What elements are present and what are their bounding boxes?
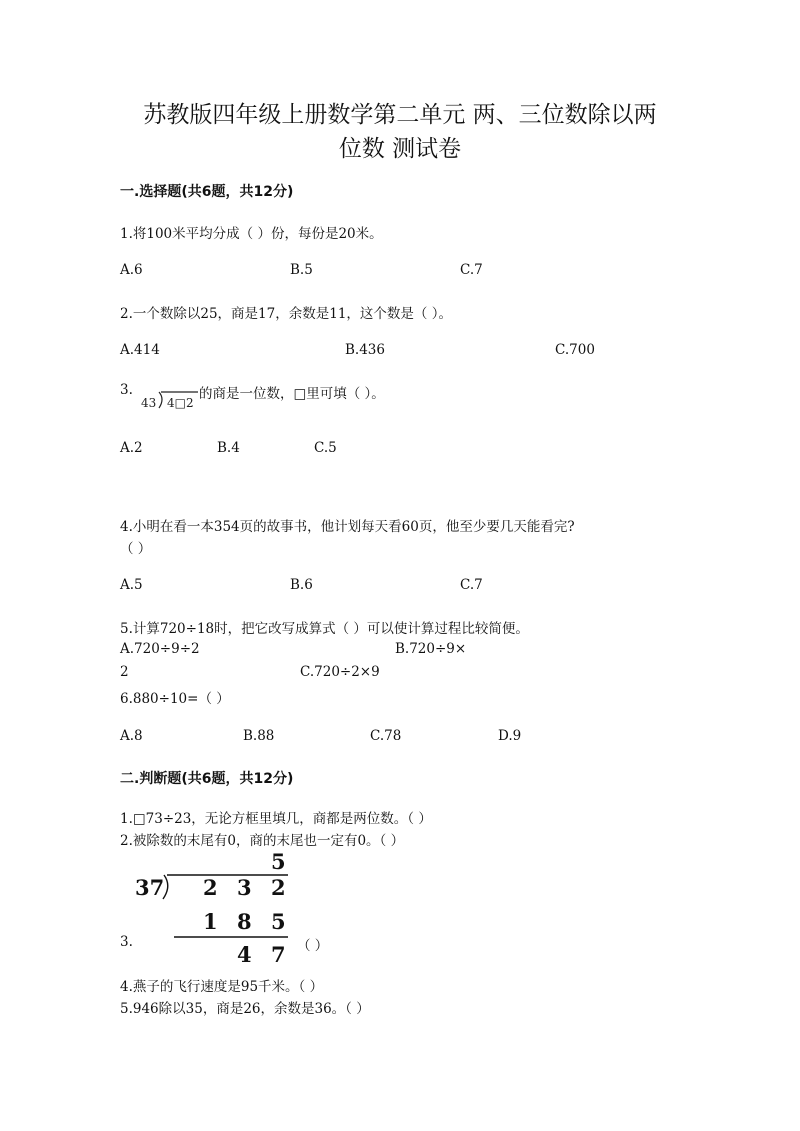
section2-heading: 二.判断题(共6题，共12分): [120, 771, 294, 787]
judge-q3-dividend-digit: 3: [237, 875, 252, 900]
judge-q3-product-digit: 8: [237, 909, 252, 934]
q3-long-division: [138, 386, 200, 414]
q5-option-a: A.720÷9÷2: [120, 641, 200, 657]
judge-q3-remainder-digit: 7: [271, 942, 286, 967]
judge-q3-divisor: 37: [135, 875, 165, 900]
q3-divisor: 43: [141, 396, 157, 410]
q3-option-a: A.2: [120, 440, 143, 456]
judge-q3-long-division: [130, 848, 300, 968]
q2-option-b: B.436: [345, 342, 385, 358]
q1-text: 1.将100米平均分成（ ）份，每份是20米。: [120, 226, 383, 242]
q3-dividend: 4□2: [167, 396, 194, 410]
title-line-2: 位数 测试卷: [338, 136, 462, 162]
q1-option-b: B.5: [290, 262, 313, 278]
q3-option-b: B.4: [217, 440, 240, 456]
judge-q3-number: 3.: [120, 934, 133, 950]
q5-option-b-continued: 2: [120, 664, 129, 680]
q1-option-c: C.7: [460, 262, 483, 278]
q5-text: 5.计算720÷18时，把它改写成算式（ ）可以使计算过程比较简便。: [120, 621, 529, 637]
judge-q3-blank: （ ）: [297, 938, 329, 954]
q1-option-a: A.6: [120, 262, 143, 278]
q2-option-a: A.414: [120, 342, 160, 358]
judge-q3-product-digit: 1: [203, 909, 218, 934]
judge-q1-text: 1.□73÷23，无论方框里填几，商都是两位数。（ ）: [120, 811, 432, 827]
q6-option-a: A.8: [120, 728, 143, 744]
judge-q5-text: 5.946除以35，商是26，余数是36。（ ）: [120, 1001, 370, 1017]
q3-option-c: C.5: [314, 440, 337, 456]
q2-option-c: C.700: [555, 342, 595, 358]
q6-text: 6.880÷10=（ ）: [120, 691, 230, 707]
q4-option-c: C.7: [460, 577, 483, 593]
q6-option-c: C.78: [370, 728, 402, 744]
judge-q3-product-digit: 5: [271, 909, 286, 934]
q5-option-c: C.720÷2×9: [300, 664, 380, 680]
q2-text: 2.一个数除以25，商是17，余数是11，这个数是（ ）。: [120, 306, 452, 322]
page-title: [100, 98, 700, 166]
q3-text: 的商是一位数，□里可填（ ）。: [199, 386, 385, 402]
judge-q3-dividend-digit: 2: [203, 875, 218, 900]
section1-heading: 一.选择题(共6题，共12分): [120, 184, 294, 200]
judge-q4-text: 4.燕子的飞行速度是95千米。（ ）: [120, 979, 324, 995]
division-bracket: [159, 392, 162, 408]
q3-number: 3.: [120, 382, 133, 398]
title-line-1: 苏教版四年级上册数学第二单元 两、三位数除以两: [143, 102, 657, 128]
q4-option-a: A.5: [120, 577, 143, 593]
judge-q2-text: 2.被除数的末尾有0，商的末尾也一定有0。（ ）: [120, 833, 405, 849]
judge-q3-remainder-digit: 4: [237, 942, 252, 967]
q5-option-b: B.720÷9×: [395, 641, 467, 657]
judge-q3-quotient: 5: [271, 849, 286, 874]
q4-blank: （ ）: [120, 541, 152, 557]
q6-option-d: D.9: [498, 728, 522, 744]
q4-option-b: B.6: [290, 577, 313, 593]
q4-text: 4.小明在看一本354页的故事书，他计划每天看60页，他至少要几天能看完?: [120, 519, 575, 535]
q6-option-b: B.88: [243, 728, 275, 744]
judge-q3-dividend-digit: 2: [271, 875, 286, 900]
